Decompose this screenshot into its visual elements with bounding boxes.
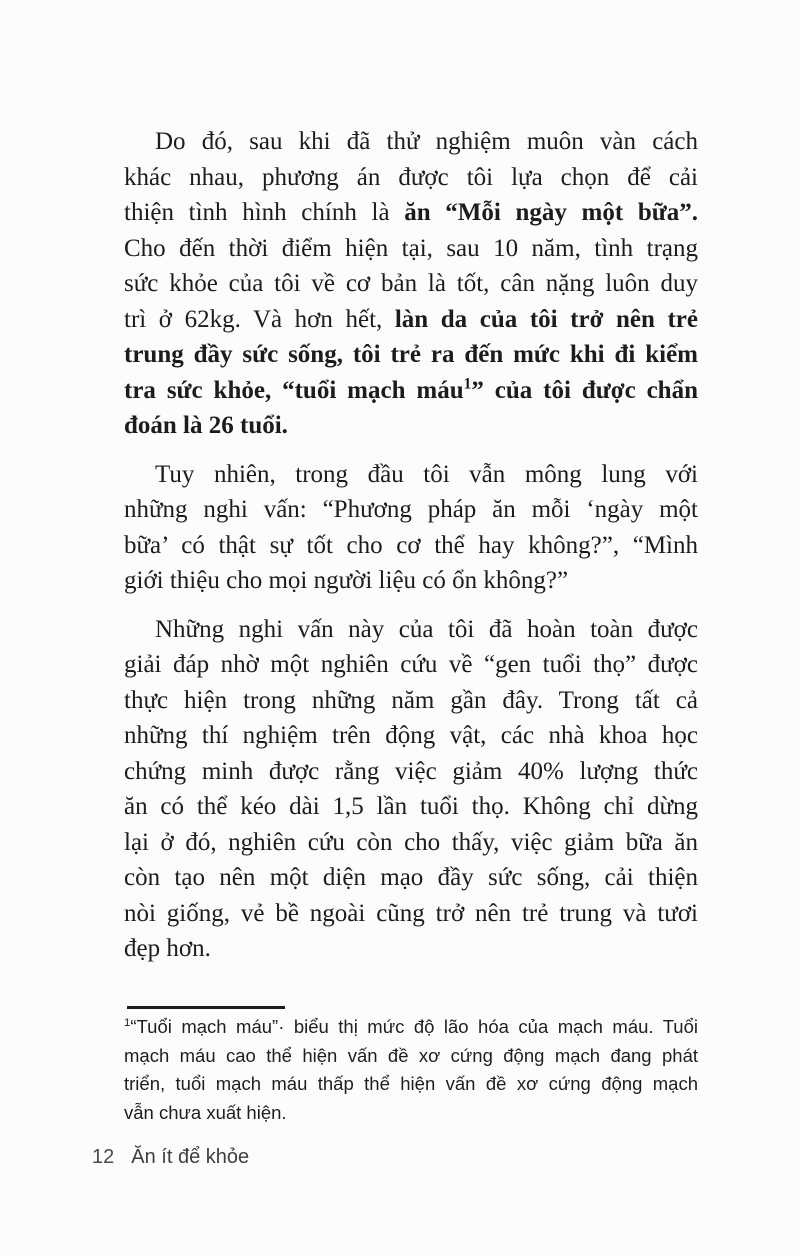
text-line	[124, 1099, 698, 1128]
text-segment: “Tuổi mạch máu”· biểu thị mức độ lão hóa của mạch máu. Tuổi	[130, 1016, 698, 1037]
book-title: Ăn ít để khỏe	[131, 1146, 250, 1168]
body-paragraph	[124, 612, 698, 967]
page-number: 12	[92, 1146, 115, 1168]
text-segment: chứng minh được rằng việc giảm 40% lượng thức	[124, 757, 698, 785]
text-line	[124, 1042, 698, 1071]
text-line	[124, 1013, 698, 1042]
text-line	[124, 825, 698, 861]
text-line	[124, 231, 698, 267]
text-line	[124, 754, 698, 790]
text-segment: sức khỏe của tôi về cơ bản là tốt, cân nặng luôn duy	[124, 270, 698, 297]
text-segment: bữa’ có thật sự tốt cho cơ thể hay không?”, “Mình	[124, 531, 698, 559]
text-line	[124, 528, 698, 564]
text-segment: ” của tôi được chẩn	[471, 376, 698, 404]
text-segment: Cho đến thời điểm hiện tại, sau 10 năm, tình trạng	[124, 234, 698, 262]
text-segment: ăn có thể kéo dài 1,5 lần tuổi thọ. Không chỉ dừng	[124, 793, 698, 820]
text-segment: còn tạo nên một diện mạo đầy sức sống, cải thiện	[124, 864, 698, 891]
text-line	[124, 860, 698, 896]
text-segment: làn da của tôi trở nên trẻ	[394, 305, 698, 333]
text-line	[124, 337, 698, 373]
text-line	[124, 683, 698, 719]
text-segment: giải đáp nhờ một nghiên cứu về “gen tuổi thọ” được	[124, 651, 698, 678]
body-paragraph	[124, 457, 698, 599]
footnote-marker: 1	[463, 375, 472, 393]
text-line	[124, 896, 698, 932]
text-line	[124, 789, 698, 825]
text-line	[124, 124, 698, 160]
body-paragraph	[124, 124, 698, 444]
text-segment: trì ở 62kg. Và hơn hết,	[124, 305, 395, 333]
text-segment: khác nhau, phương án được tôi lựa chọn để cải	[124, 163, 698, 191]
text-line	[124, 160, 698, 196]
text-line	[124, 931, 698, 967]
text-segment: những nghi vấn: “Phương pháp ăn mỗi ‘ngày một	[124, 496, 698, 523]
text-segment: nòi giống, vẻ bề ngoài cũng trở nên trẻ trung và tươi	[124, 899, 698, 927]
footnote	[124, 1013, 698, 1127]
text-line	[124, 563, 698, 599]
body-text	[124, 124, 698, 967]
text-segment: Những nghi vấn này của tôi đã hoàn toàn được	[155, 615, 698, 643]
text-segment: triển, tuổi mạch máu thấp thể hiện vấn đề xơ cứng động mạch	[124, 1073, 698, 1094]
text-line	[124, 457, 698, 493]
text-segment: những thí nghiệm trên động vật, các nhà khoa học	[124, 722, 698, 749]
text-segment: thực hiện trong những năm gần đây. Trong tất cả	[124, 686, 698, 714]
text-line	[124, 373, 698, 409]
text-segment: lại ở đó, nghiên cứu còn cho thấy, việc giảm bữa ăn	[124, 828, 698, 856]
text-segment: mạch máu cao thể hiện vấn đề xơ cứng động mạch đang phát	[124, 1044, 698, 1066]
text-segment: Do đó, sau khi đã thử nghiệm muôn vàn cách	[155, 128, 698, 155]
text-segment: giới thiệu cho mọi người liệu có ổn không?”	[124, 567, 569, 594]
footnote-marker: 1	[124, 1016, 131, 1029]
text-line	[124, 492, 698, 528]
text-segment: tra sức khỏe, “tuổi mạch máu	[124, 376, 464, 404]
text-segment: vẫn chưa xuất hiện.	[124, 1101, 287, 1123]
text-segment: đẹp hơn.	[124, 935, 211, 962]
text-line	[124, 612, 698, 648]
text-segment: Tuy nhiên, trong đầu tôi vẫn mông lung với	[155, 460, 698, 488]
text-line	[124, 1070, 698, 1099]
text-line	[124, 408, 698, 444]
text-line	[124, 647, 698, 683]
text-line	[124, 195, 698, 231]
text-line	[124, 302, 698, 338]
page-footer	[92, 1146, 249, 1169]
text-segment: ăn “Mỗi ngày một bữa”.	[404, 199, 698, 226]
text-segment: trung đầy sức sống, tôi trẻ ra đến mức khi đi kiểm	[124, 341, 698, 368]
text-line	[124, 718, 698, 754]
text-line	[124, 266, 698, 302]
text-segment: đoán là 26 tuổi.	[124, 412, 288, 439]
footnote-rule	[127, 1006, 285, 1009]
text-segment: thiện tình hình chính là	[124, 199, 405, 226]
